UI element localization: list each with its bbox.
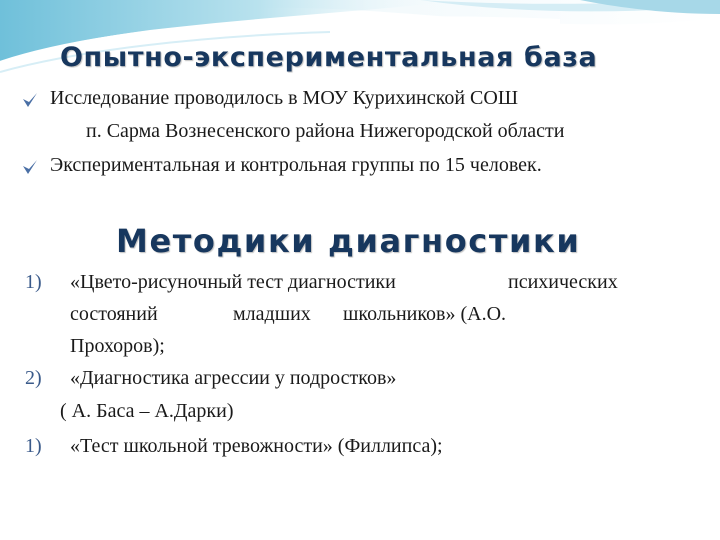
- checkmark-bullet-icon: [22, 159, 38, 175]
- method-2-line-1: «Диагностика агрессии у подростков»: [70, 367, 397, 389]
- method-2-line-2: ( А. Баса – А.Дарки): [60, 400, 234, 422]
- method-1-line-2c: школьников» (А.О.: [343, 303, 507, 325]
- method-1-line-2a: состояний: [70, 303, 158, 325]
- bullet-1-line-1: Исследование проводилось в МОУ Курихинской СОШ: [50, 87, 518, 109]
- method-1-line-1b: психических: [508, 271, 618, 293]
- method-1-line-1a: «Цвето-рисуночный тест диагностики: [70, 271, 396, 293]
- method-1-line-2b: младших: [233, 303, 311, 325]
- bullet-1-line-2: п. Сарма Вознесенского района Нижегородской области: [86, 120, 565, 142]
- method-3-line-1: «Тест школьной тревожности» (Филлипса);: [70, 435, 443, 457]
- method-1-number: 1): [25, 271, 42, 293]
- slide-title-base: Опытно-экспериментальная база: [60, 42, 598, 73]
- method-3-number: 1): [25, 435, 42, 457]
- slide-title-methods: Методики диагностики: [116, 222, 581, 260]
- method-1-line-3: Прохоров);: [70, 335, 165, 357]
- method-2-number: 2): [25, 367, 42, 389]
- bullet-2-line-1: Экспериментальная и контрольная группы по 15 человек.: [50, 154, 542, 176]
- checkmark-bullet-icon: [22, 92, 38, 108]
